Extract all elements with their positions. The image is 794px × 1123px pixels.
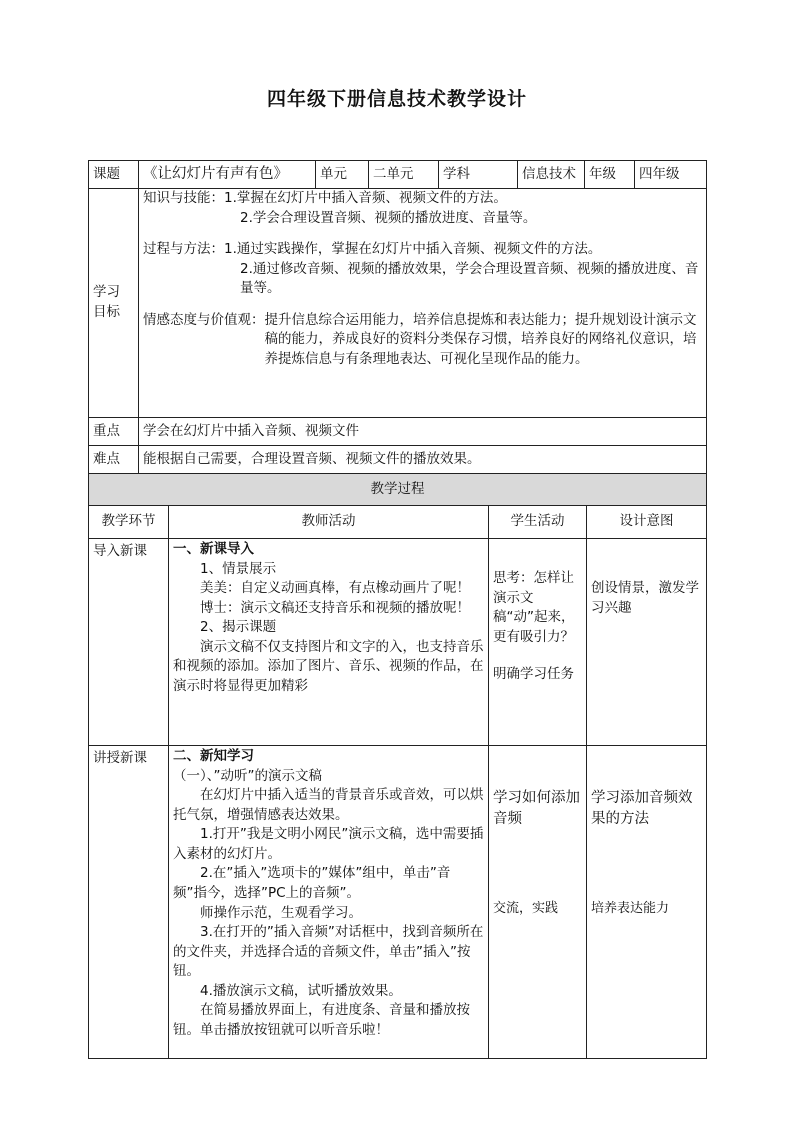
teaching-process-table — [88, 505, 707, 1059]
new-design-2: 培养表达能力 — [591, 901, 670, 917]
goal-process-2: 2.通过修改音频、视频的播放效果，学会合理设置音频、视频的播放进度、音量等。 — [240, 260, 699, 297]
intro-step-2: 2、揭示课题 — [200, 619, 277, 636]
student-activity-intro — [489, 539, 587, 746]
intro-step-1: 1、情景展示 — [200, 560, 277, 577]
new-step-3: 3.在打开的”插入音频”对话框中，找到音频所在的文件夹，并选择合适的音频文件，单击”插入”按钮。 — [173, 924, 484, 980]
lesson-info-table — [88, 160, 707, 506]
new-demo: 师操作示范，生观看学习。 — [200, 904, 362, 921]
new-heading: 二、新知学习 — [173, 748, 254, 764]
intro-student-2: 明确学习任务 — [493, 666, 574, 683]
learning-goals — [139, 189, 707, 418]
intro-dialog-1: 美美：自定义动画真棒，有点橡动画片了呢！ — [200, 580, 470, 597]
difficulty-point: 能根据自己需要，合理设置音频、视频文件的播放效果。 — [139, 446, 707, 474]
intro-design-1: 创设情景，激发学习兴趣 — [591, 580, 699, 616]
goals-label: 学习 目标 — [89, 189, 139, 418]
unit-label: 单元 — [316, 161, 369, 189]
goal-process-1: 过程与方法：1.通过实践操作，掌握在幻灯片中插入音频、视频文件的方法。 — [143, 241, 602, 258]
goal-knowledge-2: 2.学会合理设置音频、视频的播放进度、音量等。 — [240, 209, 537, 226]
lesson-label: 课题 — [89, 161, 139, 189]
new-design-1: 学习添加音频效果的方法 — [591, 790, 693, 828]
goal-emotion-head: 情感态度与价值观： — [143, 311, 265, 328]
new-step-4: 4.播放演示文稿，试听播放效果。 — [200, 982, 402, 999]
new-player: 在简易播放界面上，有进度条、音量和播放按钮。单击播放按钮就可以听音乐啦！ — [173, 1002, 470, 1038]
new-intro: 在幻灯片中插入适当的背景音乐或音效，可以烘托气氛，增强情感表达效果。 — [173, 787, 484, 823]
stage-intro: 导入新课 — [89, 539, 169, 746]
teacher-activity-intro — [169, 539, 489, 746]
difficulty-label: 难点 — [89, 446, 139, 474]
header-stage: 教学环节 — [89, 506, 169, 539]
unit-value: 二单元 — [369, 161, 439, 189]
design-intent-intro — [587, 539, 707, 746]
teacher-activity-new — [169, 746, 489, 1059]
subject-value: 信息技术 — [518, 161, 585, 189]
header-design: 设计意图 — [587, 506, 707, 539]
intro-topic: 演示文稿不仅支持图片和文字的入，也支持音乐和视频的添加。添加了图片、音乐、视频的作品，在演示时将显得更加精彩 — [173, 638, 484, 694]
lesson-title: 《让幻灯片有声有色》 — [139, 161, 316, 189]
header-teacher: 教师活动 — [169, 506, 489, 539]
key-point: 学会在幻灯片中插入音频、视频文件 — [139, 418, 707, 446]
stage-new: 讲授新课 — [89, 746, 169, 1059]
goal-knowledge-1: 知识与技能：1.掌握在幻灯片中插入音频、视频文件的方法。 — [143, 190, 507, 206]
intro-dialog-2: 博士：演示文稿还支持音乐和视频的播放呢！ — [200, 599, 470, 616]
subject-label: 学科 — [439, 161, 518, 189]
student-activity-new — [489, 746, 587, 1059]
grade-label: 年级 — [585, 161, 635, 189]
new-subheading: （一）、”动听”的演示文稿 — [173, 767, 322, 784]
goal-emotion-body: 提升信息综合运用能力，培养信息提炼和表达能力；提升规划设计演示文稿的能力，养成良好的资料分类保存习惯，培养良好的网络礼仪意识，培养提炼信息与有条理地表达、可视化呈现作品的能力。 — [264, 311, 697, 367]
new-student-2: 交流，实践 — [493, 901, 559, 917]
new-step-2: 2.在”插入”选项卡的”媒体”组中，单击”音频”指今，选择”PC上的音频”。 — [173, 865, 451, 901]
intro-student-1: 思考：怎样让演示文稿“动”起来，更有吸引力？ — [493, 570, 575, 645]
new-step-1: 1.打开”我是文明小网民”演示文稿，选中需要插入素材的幻灯片。 — [173, 826, 484, 862]
new-student-1: 学习如何添加音频 — [493, 790, 580, 828]
intro-heading: 一、新课导入 — [173, 541, 254, 557]
header-student: 学生活动 — [489, 506, 587, 539]
key-label: 重点 — [89, 418, 139, 446]
goal-emotion — [143, 311, 702, 370]
grade-value: 四年级 — [635, 161, 707, 189]
document-title: 四年级下册信息技术教学设计 — [266, 88, 527, 110]
design-intent-new — [587, 746, 707, 1059]
process-header: 教学过程 — [89, 474, 707, 506]
